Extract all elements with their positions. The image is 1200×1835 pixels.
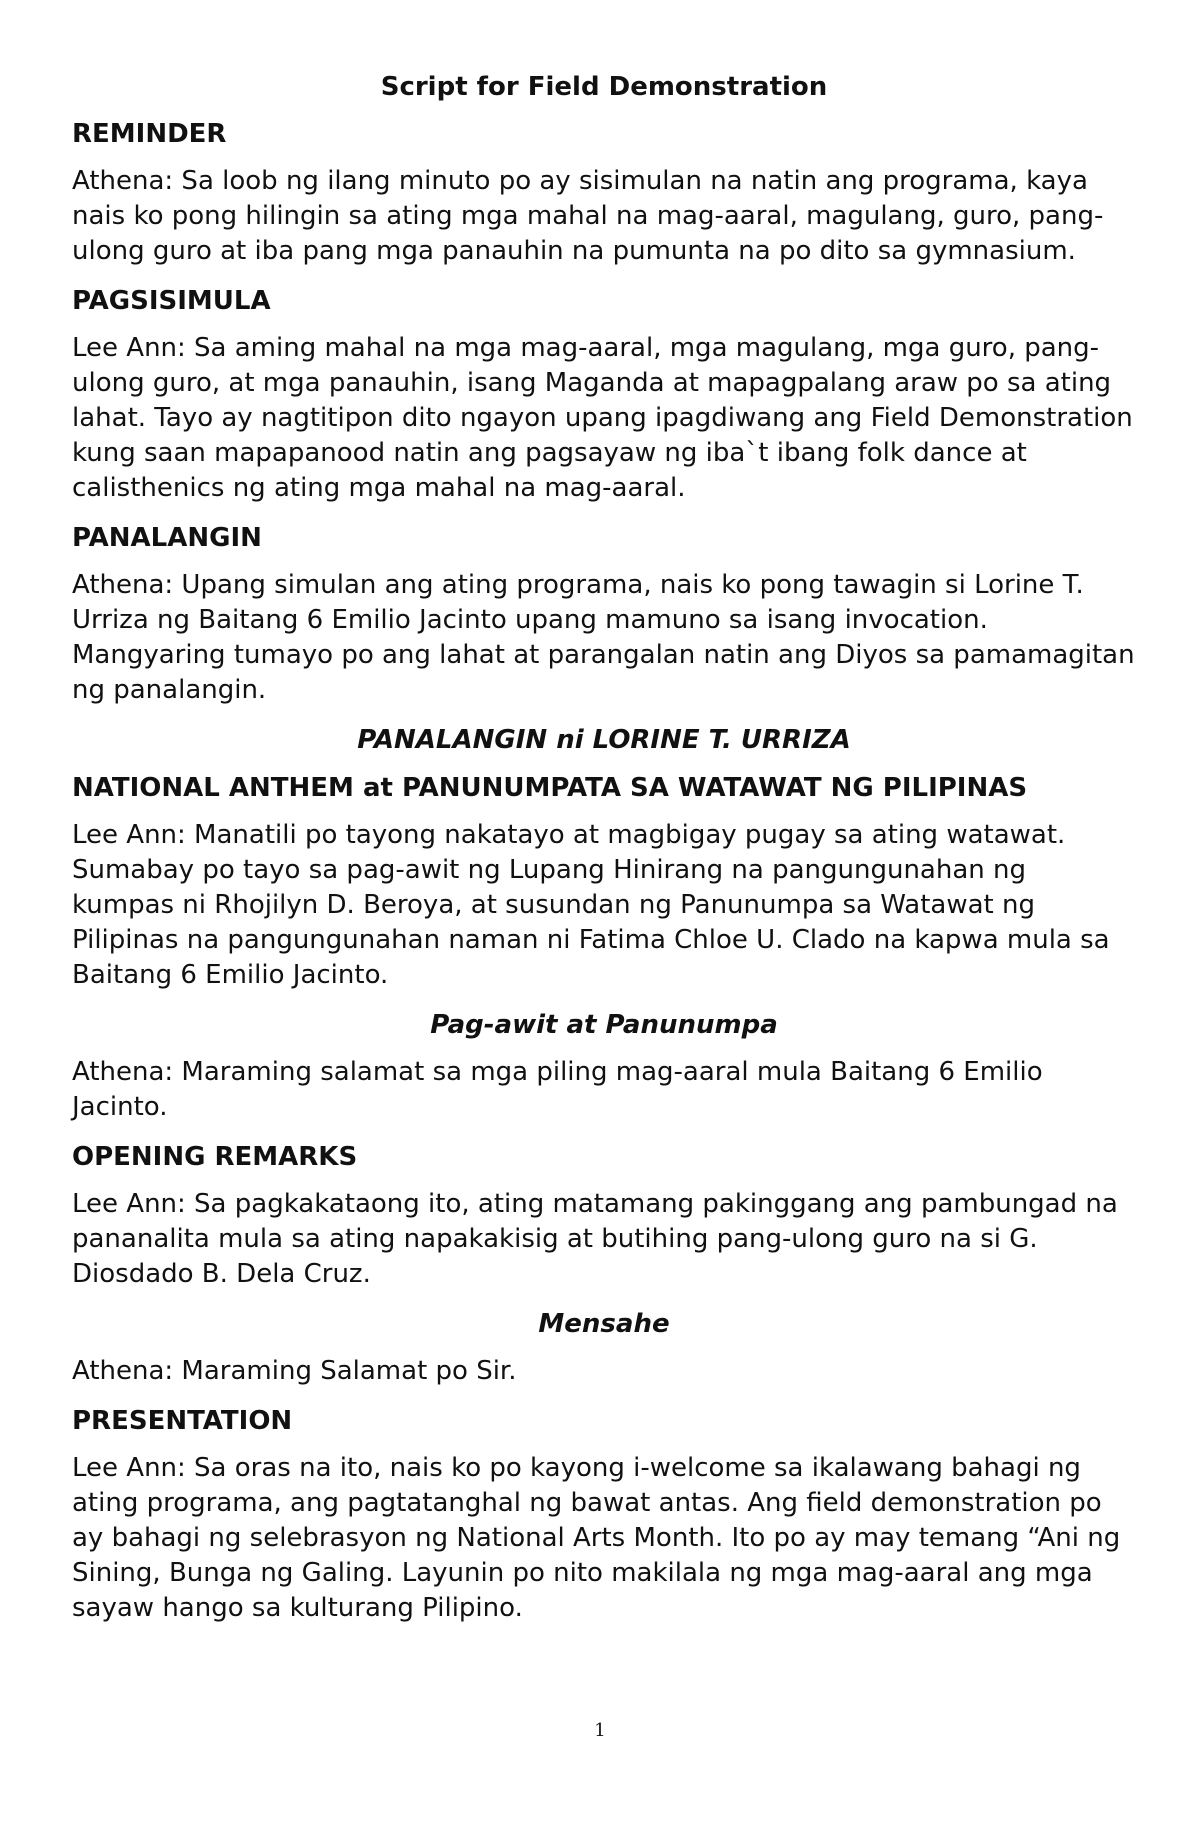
section-heading-opening-remarks: OPENING REMARKS <box>72 1142 358 1172</box>
paragraph-panalangin: Athena: Upang simulan ang ating programa, nais ko pong tawagin si Lorine T. Urriza ng Baitang 6 Emilio Jacinto upang mamuno sa isang invocation. Mangyaring tumayo po ang lahat at parangalan natin ang Diyos sa pamamagitan ng panalangin. <box>72 570 1135 705</box>
section-heading-reminder: REMINDER <box>72 119 227 149</box>
paragraph-presentation: Lee Ann: Sa oras na ito, nais ko po kayong i-welcome sa ikalawang bahagi ng ating programa, ang pagtatanghal ng bawat antas. Ang field demonstration po ay bahagi ng selebrasyon ng National Arts Month. Ito po ay may temang “Ani ng Sining, Bunga ng Galing. Layunin po nito makilala ng mga mag-aaral ang mga sayaw hango sa kulturang Pilipino. <box>72 1453 1121 1623</box>
document-page <box>72 68 1136 1640</box>
paragraph-reminder: Athena: Sa loob ng ilang minuto po ay sisimulan na natin ang programa, kaya nais ko pong hilingin sa ating mga mahal na mag-aaral, magulang, guro, pang-ulong guro at iba pang mga panauhin na pumunta na po dito sa gymnasium. <box>72 166 1104 266</box>
section-heading-presentation: PRESENTATION <box>72 1406 293 1436</box>
document-title: Script for Field Demonstration <box>380 72 828 102</box>
paragraph-thanks-sir: Athena: Maraming Salamat po Sir. <box>72 1356 517 1386</box>
section-heading-pagsisimula: PAGSISIMULA <box>72 286 271 316</box>
cue-panalangin: PANALANGIN ni LORINE T. URRIZA <box>357 725 851 755</box>
paragraph-thanks-students: Athena: Maraming salamat sa mga piling mag-aaral mula Baitang 6 Emilio Jacinto. <box>72 1057 1043 1122</box>
paragraph-pagsisimula: Lee Ann: Sa aming mahal na mga mag-aaral, mga magulang, mga guro, pang-ulong guro, at mga panauhin, isang Maganda at mapagpalang araw po sa ating lahat. Tayo ay nagtitipon dito ngayon upang ipagdiwang ang Field Demonstration kung saan mapapanood natin ang pagsayaw ng iba`t ibang folk dance at calisthenics ng ating mga mahal na mag-aaral. <box>72 333 1133 503</box>
paragraph-national-anthem: Lee Ann: Manatili po tayong nakatayo at magbigay pugay sa ating watawat. Sumabay po tayo sa pag-awit ng Lupang Hinirang na pangungunahan ng kumpas ni Rhojilyn D. Beroya, at susundan ng Panunumpa sa Watawat ng Pilipinas na pangungunahan naman ni Fatima Chloe U. Clado na kapwa mula sa Baitang 6 Emilio Jacinto. <box>72 820 1110 990</box>
paragraph-opening-remarks: Lee Ann: Sa pagkakataong ito, ating matamang pakinggang ang pambungad na pananalita mula sa ating napakakisig at butihing pang-ulong guro na si G. Diosdado B. Dela Cruz. <box>72 1189 1118 1289</box>
page-number: 1 <box>594 1720 606 1741</box>
cue-mensahe: Mensahe <box>538 1309 670 1339</box>
cue-pag-awit: Pag-awit at Panunumpa <box>430 1010 778 1040</box>
section-heading-national-anthem: NATIONAL ANTHEM at PANUNUMPATA SA WATAWAT NG PILIPINAS <box>72 773 1028 803</box>
section-heading-panalangin: PANALANGIN <box>72 523 262 553</box>
